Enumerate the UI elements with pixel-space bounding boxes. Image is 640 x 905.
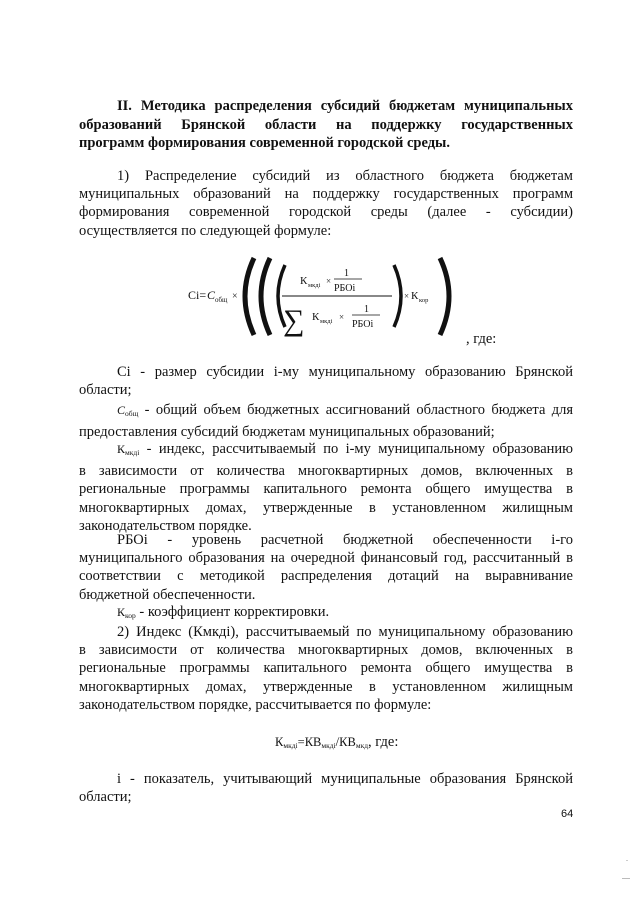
p1-line-2: муниципальных образований на поддержку государственных программ — [79, 186, 573, 203]
formula-kkor: К — [411, 290, 419, 302]
f2-k: К — [275, 735, 284, 749]
def-kor-symbol: К — [117, 605, 126, 619]
page-number: 64 — [561, 808, 574, 820]
def-k-line-2: в зависимости от количества многоквартирных домов, включенных в — [79, 463, 573, 480]
formula-index — [275, 734, 398, 751]
den-k: К — [312, 311, 320, 323]
def-kor-symbol-sub: кор — [125, 611, 136, 620]
heading-line-2: образований Брянской области на поддержку государственных — [79, 116, 573, 133]
f2-slash: /КВ — [335, 735, 356, 749]
def-c-symbol: С — [117, 403, 126, 417]
scan-mark-small — [626, 860, 628, 861]
f2-kv-sub: мкдi — [321, 741, 336, 750]
def-kor-text: - коэффициент корректировки. — [135, 604, 330, 620]
formula-times-1: × — [232, 291, 238, 302]
p2-line-1: 2) Индекс (Кмкдi), рассчитываемый по муниципальному образованию — [117, 624, 573, 640]
p3-line-2: области; — [79, 789, 132, 806]
def-k-symbol: К — [117, 442, 126, 456]
def-rbo — [79, 531, 573, 604]
def-c-line-2: предоставления субсидий бюджетам муниципальных образований; — [79, 424, 495, 441]
num-rbo: РБОi — [334, 283, 356, 294]
def-k-line-5: законодательством порядке. — [79, 517, 252, 534]
p1-line-4: осуществляется по следующей формуле: — [79, 222, 332, 239]
den-rbo: РБОi — [352, 319, 374, 330]
formula-kkor-sub: кор — [419, 297, 429, 304]
def-k-symbol-sub: мкдi — [125, 448, 140, 457]
num-times: × — [326, 276, 332, 286]
p1-line-1: 1) Распределение субсидий из областного бюджета бюджетам — [117, 168, 573, 184]
f2-eq: =КВ — [297, 735, 322, 749]
den-times: × — [339, 312, 345, 322]
def-c-line-1: - общий объем бюджетных ассигнований областного бюджета для — [138, 402, 573, 418]
num-k-sub: мкдi — [308, 282, 321, 289]
formula1-where: , где: — [466, 331, 497, 347]
formula-c: С — [207, 288, 216, 302]
formula-lhs: Ci= — [188, 288, 207, 302]
scan-mark — [622, 878, 630, 879]
num-one: 1 — [344, 268, 349, 279]
f2-where: , где: — [368, 734, 399, 750]
def-cobsh — [79, 401, 573, 441]
def-kmkd — [79, 440, 573, 535]
def-k-line-1: - индекс, рассчитываемый по i-му муниципальному образованию — [139, 441, 573, 457]
p2-line-4: многоквартирных домах, утвержденные в установленном жилищным — [79, 678, 573, 695]
def-rbo-line-3: соответствии с методикой распределения дотаций на выравнивание — [79, 568, 573, 585]
def-c-symbol-sub: общ — [125, 409, 139, 418]
paragraph-2 — [79, 623, 573, 714]
def-rbo-line-4: бюджетной обеспеченности. — [79, 586, 256, 603]
def-rbo-line-1: РБОi - уровень расчетной бюджетной обеспеченности i-го — [117, 532, 573, 548]
def-k-line-4: многоквартирных домах, утвержденные в установленном жилищным — [79, 499, 573, 516]
formula-times-2: × — [404, 291, 410, 301]
sum-icon: ∑ — [283, 304, 305, 337]
p2-line-2: в зависимости от количества многоквартирных домов, включенных в — [79, 642, 573, 659]
def-ci-line-1: Ci - размер субсидии i-му муниципальному образованию Брянской — [117, 364, 573, 380]
den-k-sub: мкдi — [320, 318, 333, 325]
f2-k-sub: мкдi — [283, 741, 298, 750]
den-one: 1 — [364, 304, 369, 315]
p1-line-3: формирования современной городской среды (далее - субсидии) — [79, 204, 573, 221]
def-kkor — [79, 603, 573, 625]
heading-line-3: программ формирования современной городской среды. — [79, 135, 450, 151]
p2-line-3: региональные программы капитального ремонта общего имущества в — [79, 660, 573, 677]
f2-kv2-sub: мкд — [355, 741, 369, 750]
p2-line-5: законодательством порядке, рассчитывается по формуле: — [79, 696, 432, 713]
formula-c-sub: общ — [215, 296, 228, 304]
formula-subsidy — [0, 0, 640, 360]
paragraph-3 — [79, 770, 573, 806]
def-ci-line-2: области; — [79, 382, 132, 399]
p3-line-1: i - показатель, учитывающий муниципальные образования Брянской — [117, 771, 573, 787]
def-k-line-3: региональные программы капитального ремонта общего имущества в — [79, 481, 573, 498]
def-rbo-line-2: муниципального образования на очередной финансовый год, рассчитанный в — [79, 550, 573, 567]
num-k: К — [300, 275, 308, 287]
def-ci — [79, 363, 573, 399]
heading-line-1: II. Методика распределения субсидий бюджетам муниципальных — [117, 98, 573, 114]
